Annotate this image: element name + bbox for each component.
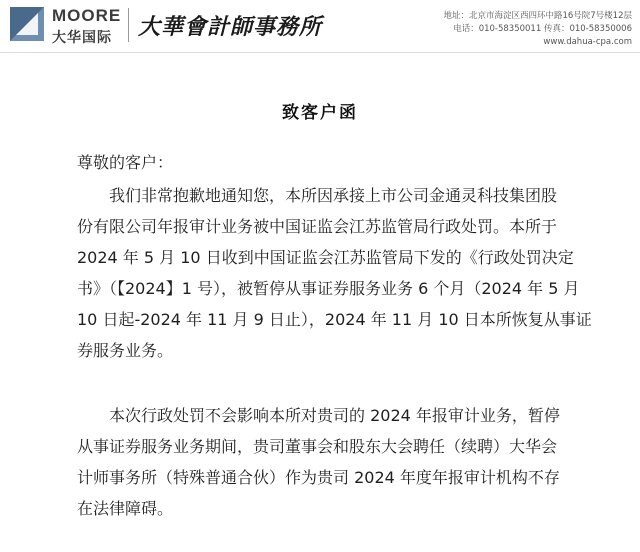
paragraph-line: 书》（【2024】1 号），被暂停从事证券服务业务 6 个月（2024 年 5 月: [77, 279, 580, 298]
paragraph-line: 在法律障碍。: [77, 499, 174, 518]
paragraph-line: 券服务业务。: [77, 341, 174, 360]
brand-name-english: MOORE: [52, 6, 122, 25]
paragraph-line: 我们非常抱歉地通知您，本所因承接上市公司金通灵科技集团股: [109, 186, 558, 205]
address-text: 地址：北京市海淀区西四环中路16号院7号楼12层: [443, 11, 632, 21]
letter-title: 致客户函: [282, 103, 358, 123]
paragraph-line: 从事证券服务业务期间，贵司董事会和股东大会聘任（续聘）大华会: [77, 437, 558, 456]
contact-info: [443, 10, 632, 49]
brand-divider: [128, 8, 129, 42]
firm-calligraphy-name: 大華會計師事務所: [138, 14, 323, 40]
paragraph-notice: [77, 180, 597, 366]
website-text: www.dahua-cpa.com: [543, 37, 632, 47]
paragraph-line: 计师事务所（特殊普通合伙）作为贵司 2024 年度年报审计机构不存: [77, 468, 560, 487]
letterhead: [0, 0, 640, 53]
paragraph-line: 本次行政处罚不会影响本所对贵司的 2024 年报审计业务，暂停: [109, 406, 560, 425]
paragraph-line: 份有限公司年报审计业务被中国证监会江苏监管局行政处罚。本所于: [77, 217, 558, 236]
paragraph-impact: [77, 400, 597, 524]
paragraph-line: 10 日起-2024 年 11 月 9 日止），2024 年 11 月 10 日本所恢复从事证: [77, 310, 592, 329]
moore-logo-icon: [10, 7, 44, 41]
brand-name-chinese: 大华国际: [52, 30, 112, 46]
phone-fax-text: 电话：010-58350011 传真：010-58350006: [453, 24, 632, 34]
paragraph-line: 2024 年 5 月 10 日收到中国证监会江苏监管局下发的《行政处罚决定: [77, 248, 574, 267]
salutation: 尊敬的客户：: [77, 153, 174, 172]
